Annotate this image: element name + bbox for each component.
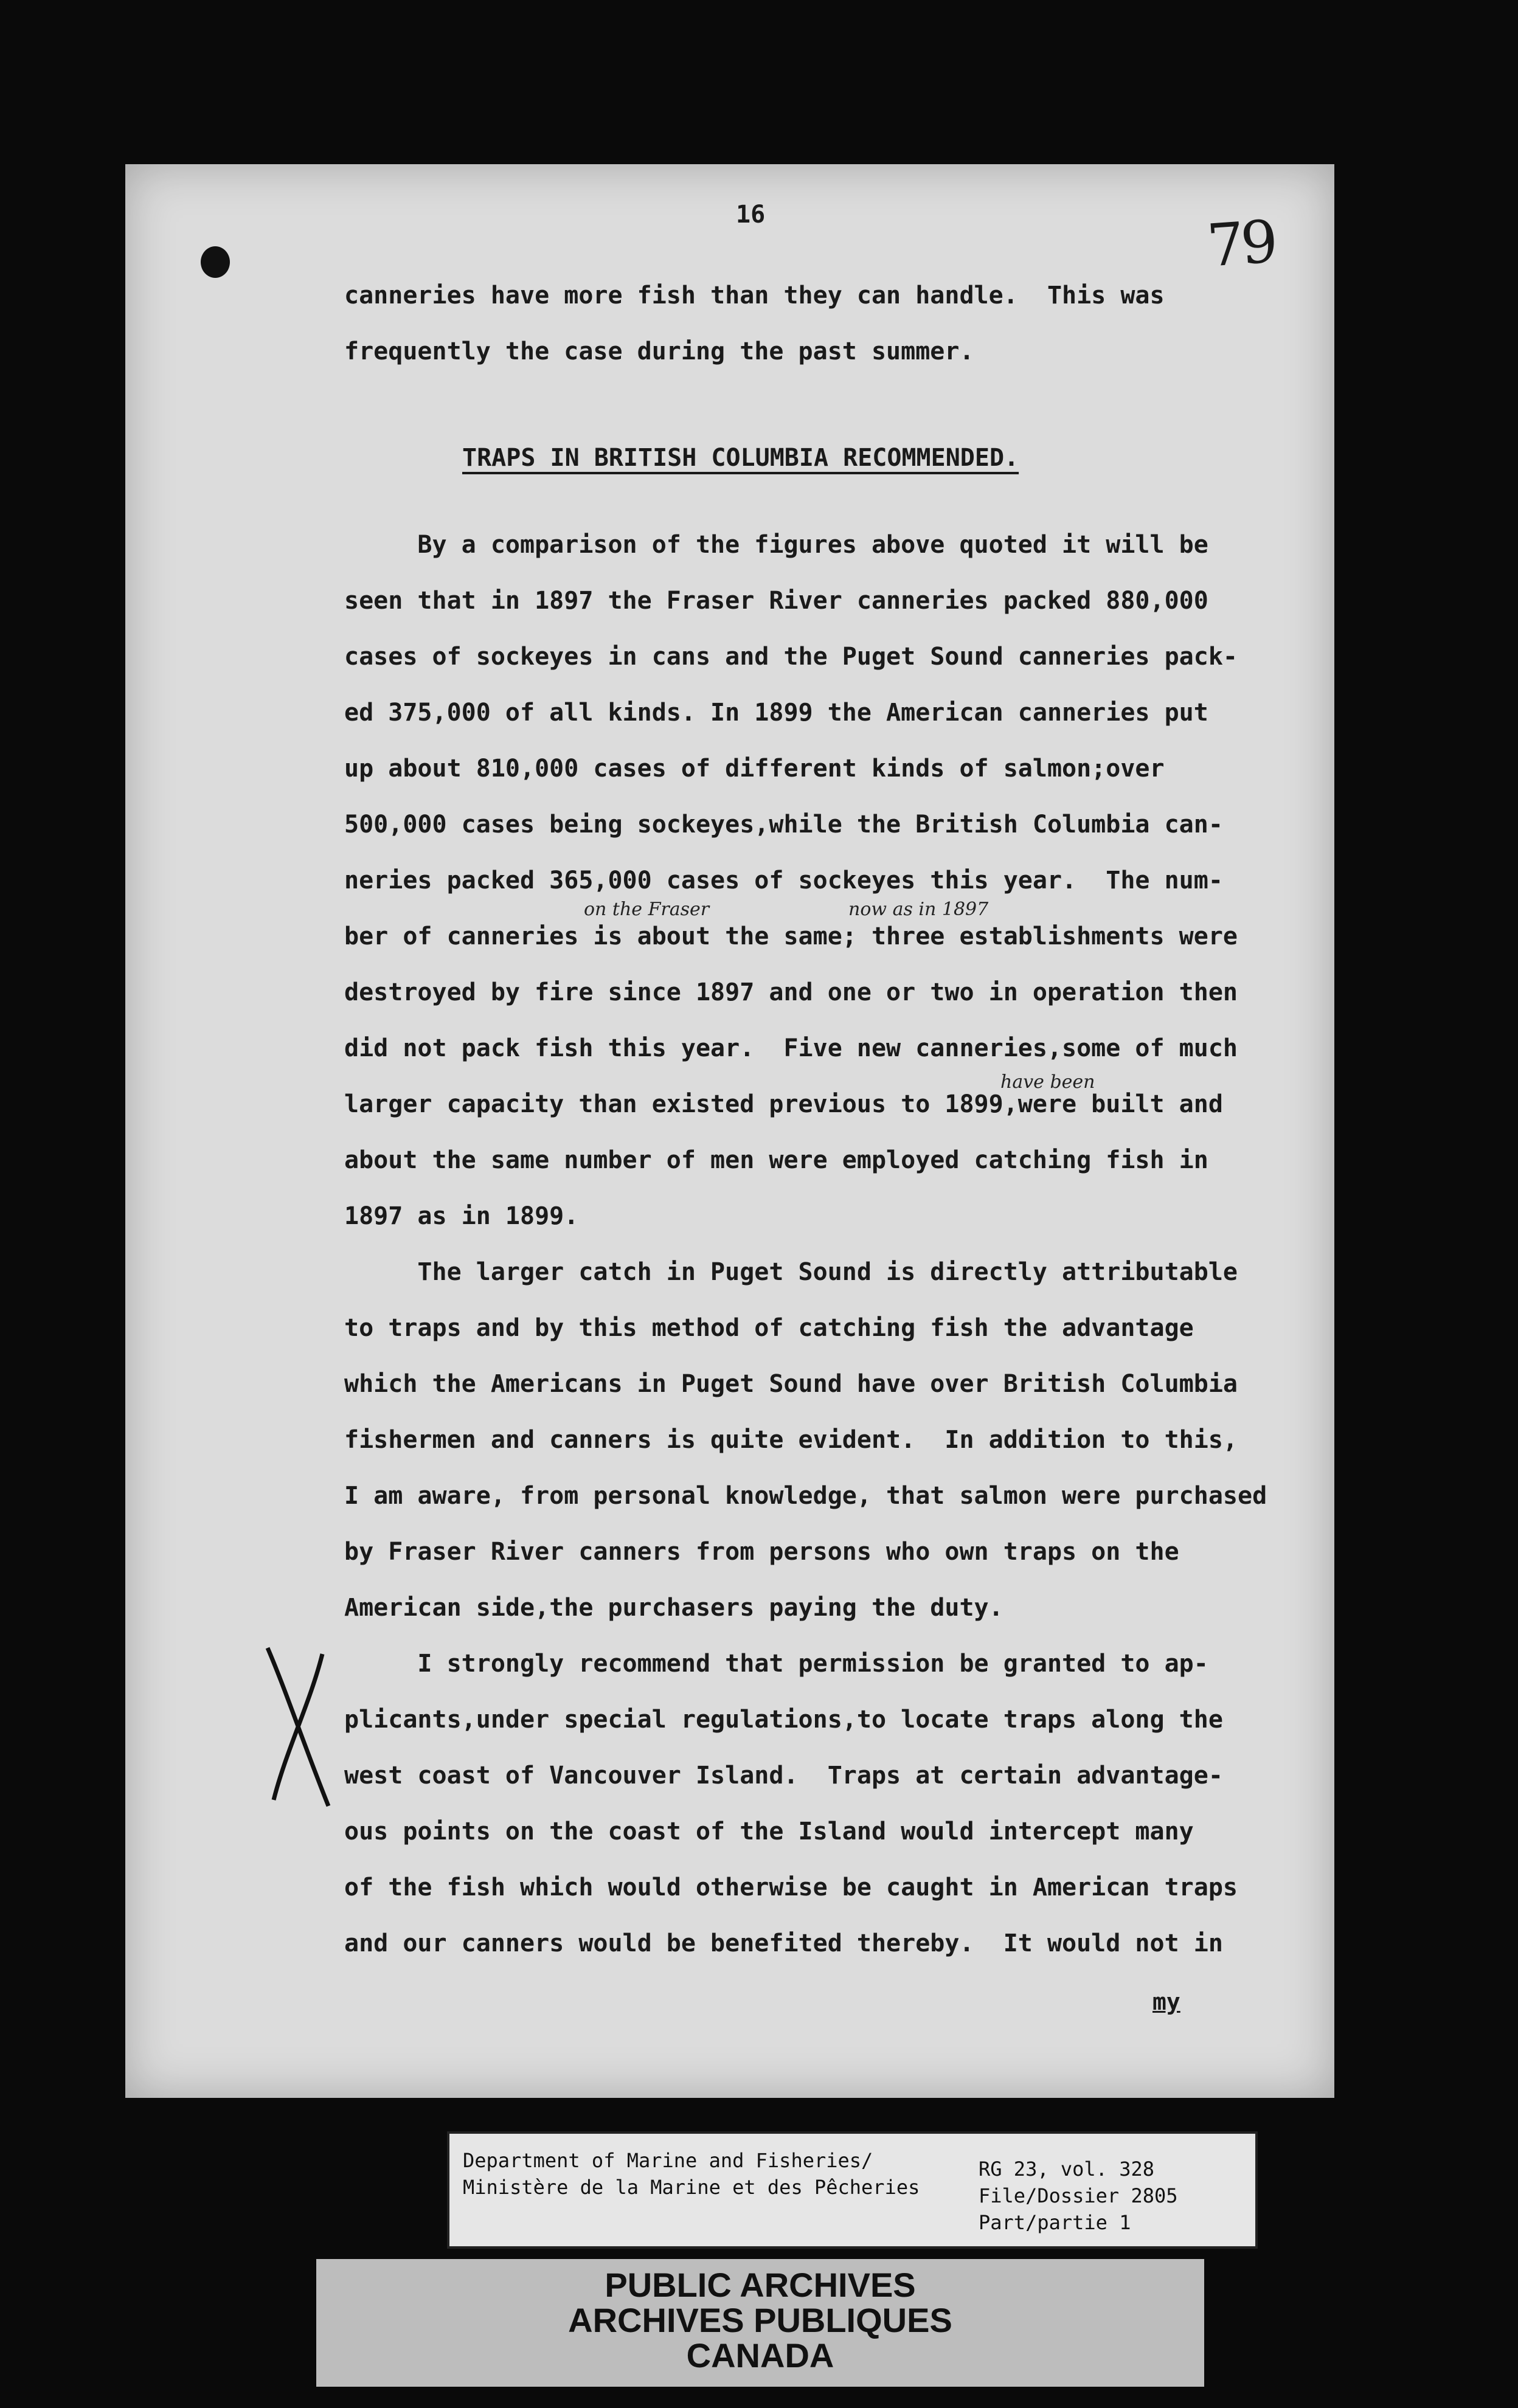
label-dept-fr: Ministère de la Marine et des Pêcheries xyxy=(463,2176,920,2199)
archive-reference-label xyxy=(447,2131,1258,2249)
label-department xyxy=(463,2147,920,2201)
stamp-line-3: CANADA xyxy=(686,2336,834,2375)
text-line: ed 375,000 of all kinds. In 1899 the American canneries put xyxy=(344,699,1208,727)
text-line: canneries have more fish than they can handle. This was xyxy=(344,282,1165,310)
public-archives-stamp xyxy=(316,2259,1204,2387)
label-part: Part/partie 1 xyxy=(979,2211,1131,2234)
catchword: my xyxy=(1152,1988,1180,2015)
text-line: ous points on the coast of the Island would intercept many xyxy=(344,1818,1194,1846)
label-reference xyxy=(979,2156,1178,2236)
text-line: American side,the purchasers paying the duty. xyxy=(344,1594,1003,1622)
typed-text-body xyxy=(344,517,1267,1971)
text-line: 1897 as in 1899. xyxy=(344,1202,579,1230)
text-line: I am aware, from personal knowledge, that salmon were purchased xyxy=(344,1482,1267,1510)
text-line: which the Americans in Puget Sound have over British Columbia xyxy=(344,1370,1238,1398)
section-heading: TRAPS IN BRITISH COLUMBIA RECOMMENDED. xyxy=(462,444,1019,472)
handwritten-note-now-as-in-1897: now as in 1897 xyxy=(848,899,989,920)
text-line: By a comparison of the figures above quoted it will be xyxy=(344,531,1208,559)
text-line: ber of canneries is about the same; three establishments were xyxy=(344,922,1238,950)
page-number: 16 xyxy=(736,201,766,229)
text-line: frequently the case during the past summer. xyxy=(344,337,974,365)
text-line: up about 810,000 cases of different kinds of salmon;over xyxy=(344,755,1165,783)
label-dept-en: Department of Marine and Fisheries/ xyxy=(463,2149,873,2172)
stamp-line-1: PUBLIC ARCHIVES xyxy=(605,2266,916,2304)
text-line: larger capacity than existed previous to 1899,were built and xyxy=(344,1090,1223,1118)
text-line: about the same number of men were employed catching fish in xyxy=(344,1146,1208,1174)
text-line: of the fish which would otherwise be caught in American traps xyxy=(344,1873,1238,1901)
handwritten-archive-number: 79 xyxy=(1205,207,1277,280)
text-line: The larger catch in Puget Sound is directly attributable xyxy=(344,1258,1238,1286)
label-file: File/Dossier 2805 xyxy=(979,2184,1178,2207)
handwritten-note-have-been: have been xyxy=(1000,1071,1095,1093)
text-line: fishermen and canners is quite evident. In addition to this, xyxy=(344,1426,1238,1454)
text-line: and our canners would be benefited thereby. It would not in xyxy=(344,1929,1223,1957)
stamp-line-2: ARCHIVES PUBLIQUES xyxy=(568,2301,952,2339)
text-line: did not pack fish this year. Five new canneries,some of much xyxy=(344,1034,1238,1062)
text-line: 500,000 cases being sockeyes,while the British Columbia can- xyxy=(344,811,1223,839)
text-line: destroyed by fire since 1897 and one or two in operation then xyxy=(344,978,1238,1006)
text-line: cases of sockeyes in cans and the Puget Sound canneries pack- xyxy=(344,643,1238,671)
ink-blot xyxy=(201,246,230,278)
text-line: seen that in 1897 the Fraser River canneries packed 880,000 xyxy=(344,587,1208,615)
handwritten-note-on-the-fraser: on the Fraser xyxy=(584,899,710,920)
handwritten-x-mark-icon xyxy=(255,1642,341,1812)
text-line: neries packed 365,000 cases of sockeyes this year. The num- xyxy=(344,867,1223,894)
typed-text-top xyxy=(344,268,1244,379)
text-line: plicants,under special regulations,to locate traps along the xyxy=(344,1706,1223,1734)
text-line: by Fraser River canners from persons who own traps on the xyxy=(344,1538,1179,1566)
label-rg: RG 23, vol. 328 xyxy=(979,2157,1154,2181)
text-line: I strongly recommend that permission be granted to ap- xyxy=(344,1650,1208,1678)
text-line: west coast of Vancouver Island. Traps at certain advantage- xyxy=(344,1762,1223,1790)
text-line: to traps and by this method of catching fish the advantage xyxy=(344,1314,1194,1342)
